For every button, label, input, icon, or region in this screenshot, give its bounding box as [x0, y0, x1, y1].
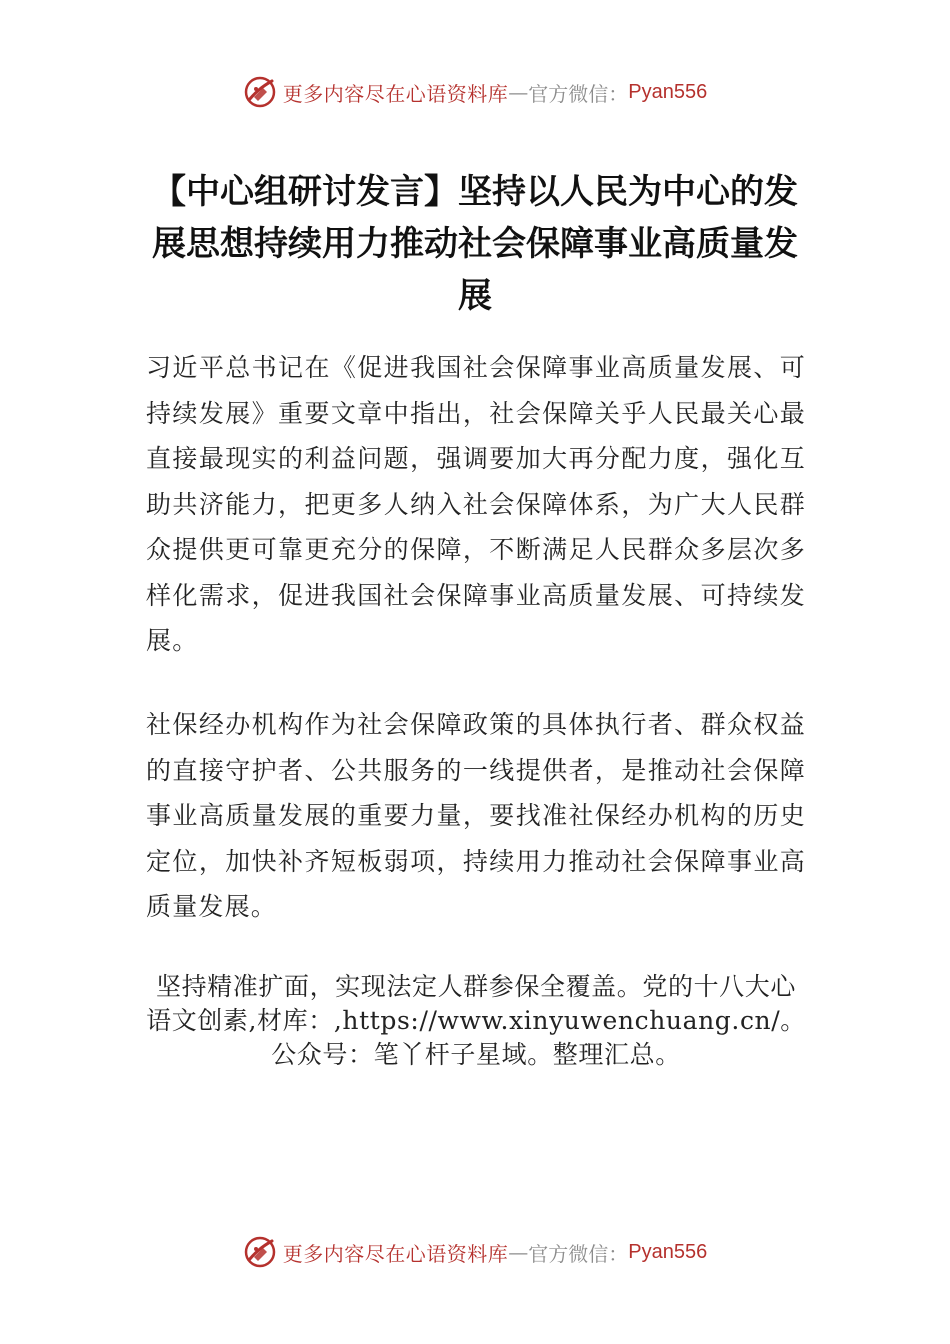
banner-wechat-label: 官方微信：: [528, 1241, 629, 1266]
banner-wechat-id: Pyan556: [628, 80, 708, 103]
banner-separator: —: [508, 80, 529, 104]
banner-wechat-id: Pyan556: [628, 1240, 708, 1263]
paragraph-2: 社保经办机构作为社会保障政策的具体执行者、群众权益的直接守护者、公共服务的一线提供者，是推动社会保障事业高质量发展的重要力量，要找准社保经办机构的历史定位，加快补齐短板弱项，持续用力推动社会保障事业高质量发展。: [146, 710, 806, 921]
paragraph-3: 坚持精准扩面，实现法定人群参保全覆盖。党的十八大心语文创素,材库：,https://www.xinyuwenchuang.cn/。公众号：笔丫杆子星域。整理汇总。: [146, 972, 806, 1069]
footer-banner: [0, 1232, 950, 1272]
brush-logo-icon: [243, 75, 277, 109]
banner-separator: —: [508, 1240, 529, 1264]
banner-wechat-label: 官方微信：: [528, 81, 629, 106]
brush-logo-icon: [243, 1235, 277, 1269]
header-banner: [0, 72, 950, 112]
banner-title: 更多内容尽在心语资料库: [282, 81, 509, 106]
paragraph-1: 习近平总书记在《促进我国社会保障事业高质量发展、可持续发展》重要文章中指出，社会保障关乎人民最关心最直接最现实的利益问题，强调要加大再分配力度，强化互助共济能力，把更多人纳入社会保障体系，为广大人民群众提供更可靠更充分的保障，不断满足人民群众多层次多样化需求，促进我国社会保障事业高质量发展、可持续发展。: [146, 353, 806, 655]
banner-title: 更多内容尽在心语资料库: [282, 1241, 509, 1266]
document-title: 【中心组研讨发言】坚持以人民为中心的发展思想持续用力推动社会保障事业高质量发展: [152, 172, 798, 316]
